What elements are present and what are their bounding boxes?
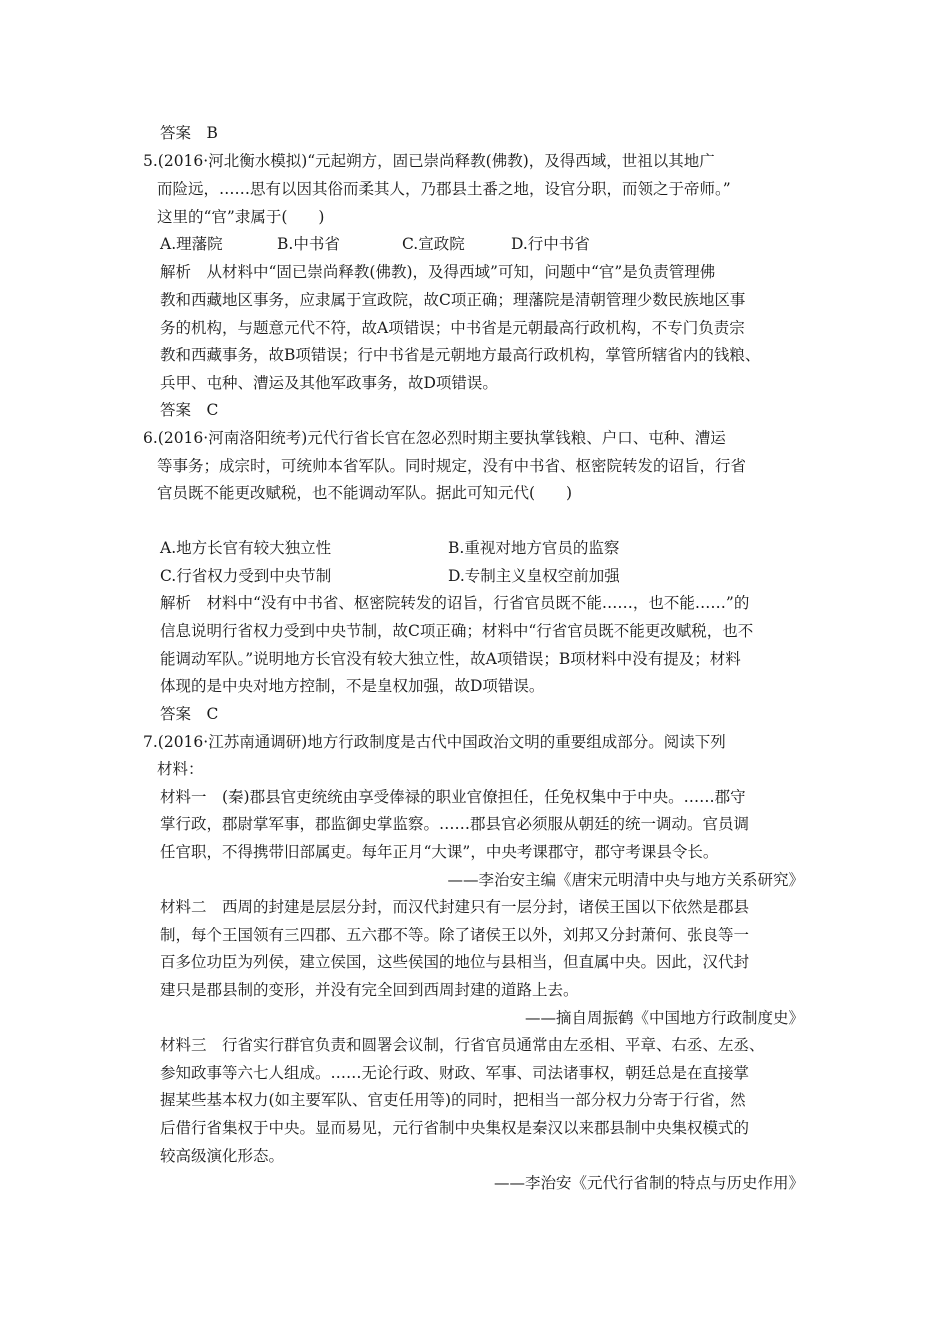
explanation-line: 教和西藏地区事务，应隶属于宣政院，故C项正确；理藩院是清朝管理少数民族地区事 [160, 291, 746, 309]
question-6-stem: 等事务；成宗时，可统帅本省军队。同时规定，没有中书省、枢密院转发的诏旨，行省 [157, 457, 747, 475]
material-1-line: 掌行政，郡尉掌军事，郡监御史掌监察。……郡县官必须服从朝廷的统一调动。官员调 [160, 815, 750, 833]
answer-line: 答案 B [160, 124, 218, 142]
question-6-stem: 官员既不能更改赋税，也不能调动军队。据此可知元代( ) [157, 484, 573, 502]
material-2-line: 材料二 西周的封建是层层分封，而汉代封建只有一层分封，诸侯王国以下依然是郡县 [160, 898, 750, 916]
option-b: B.中书省 [277, 235, 340, 253]
answer-line: 答案 C [160, 705, 219, 723]
explanation-line: 能调动军队。”说明地方长官没有较大独立性，故A项错误；B项材料中没有提及；材料 [160, 650, 741, 668]
option-c: C.行省权力受到中央节制 [160, 567, 332, 585]
material-1-line: 任官职，不得携带旧部属吏。每年正月“大课”，中央考课郡守，郡守考课县令长。 [160, 843, 719, 861]
option-b: B.重视对地方官员的监察 [448, 539, 620, 557]
answer-line: 答案 C [160, 401, 219, 419]
material-3-line: 后借行省集权于中央。显而易见，元行省制中央集权是秦汉以来郡县制中央集权模式的 [160, 1119, 750, 1137]
explanation-line: 解析 从材料中“固已崇尚释教(佛教)，及得西域”可知，问题中“官”是负责管理佛 [160, 263, 716, 281]
material-2-source: ——摘自周振鹤《中国地方行政制度史》 [524, 1009, 804, 1027]
explanation-line: 务的机构，与题意元代不符，故A项错误；中书省是元朝最高行政机构，不专门负责宗 [160, 319, 745, 337]
explanation-line: 解析 材料中“没有中书省、枢密院转发的诏旨，行省官员既不能……，也不能……”的 [160, 594, 750, 612]
material-2-line: 建只是郡县制的变形，并没有完全回到西周封建的道路上去。 [160, 981, 579, 999]
option-c: C.宣政院 [402, 235, 465, 253]
material-3-line: 握某些基本权力(如主要军队、官吏任用等)的同时，把相当一部分权力分寄于行省，然 [160, 1091, 746, 1109]
material-3-line: 参知政事等六七人组成。……无论行政、财政、军事、司法诸事权，朝廷总是在直接掌 [160, 1064, 750, 1082]
question-7-stem: 材料： [157, 760, 204, 778]
material-1-line: 材料一 (秦)郡县官吏统统由享受俸禄的职业官僚担任，任免权集中于中央。……郡守 [160, 788, 746, 806]
material-1-source: ——李治安主编《唐宋元明清中央与地方关系研究》 [447, 871, 804, 889]
explanation-line: 体现的是中央对地方控制，不是皇权加强，故D项错误。 [160, 677, 545, 695]
material-3-line: 材料三 行省实行群官负责和圆署会议制，行省官员通常由左丞相、平章、右丞、左丞、 [160, 1036, 765, 1054]
explanation-line: 教和西藏事务，故B项错误；行中书省是元朝地方最高行政机构，掌管所辖省内的钱粮、 [160, 346, 761, 364]
question-6-stem: 6.(2016·河南洛阳统考)元代行省长官在忽必烈时期主要执掌钱粮、户口、屯种、漕运 [143, 429, 726, 447]
material-2-line: 百多位功臣为列侯，建立侯国，这些侯国的地位与县相当，但直属中央。因此，汉代封 [160, 953, 750, 971]
explanation-line: 兵甲、屯种、漕运及其他军政事务，故D项错误。 [160, 374, 498, 392]
question-7-stem: 7.(2016·江苏南通调研)地方行政制度是古代中国政治文明的重要组成部分。阅读下列 [143, 733, 726, 751]
question-5-stem: 5.(2016·河北衡水模拟)“元起朔方，固已崇尚释教(佛教)，及得西域，世祖以其地广 [143, 152, 715, 170]
material-3-source: ——李治安《元代行省制的特点与历史作用》 [493, 1174, 804, 1192]
explanation-line: 信息说明行省权力受到中央节制，故C项正确；材料中“行省官员既不能更改赋税，也不 [160, 622, 754, 640]
question-5-stem: 这里的“官”隶属于( ) [157, 208, 325, 226]
option-d: D.专制主义皇权空前加强 [448, 567, 620, 585]
material-2-line: 制，每个王国领有三四郡、五六郡不等。除了诸侯王以外，刘邦又分封萧何、张良等一 [160, 926, 750, 944]
material-3-line: 较高级演化形态。 [160, 1147, 285, 1165]
option-a: A.理藩院 [160, 235, 223, 253]
question-5-stem: 而险远，……思有以因其俗而柔其人，乃郡县土番之地，设官分职，而领之于帝师。” [157, 180, 731, 198]
option-d: D.行中书省 [511, 235, 590, 253]
option-a: A.地方长官有较大独立性 [160, 539, 332, 557]
